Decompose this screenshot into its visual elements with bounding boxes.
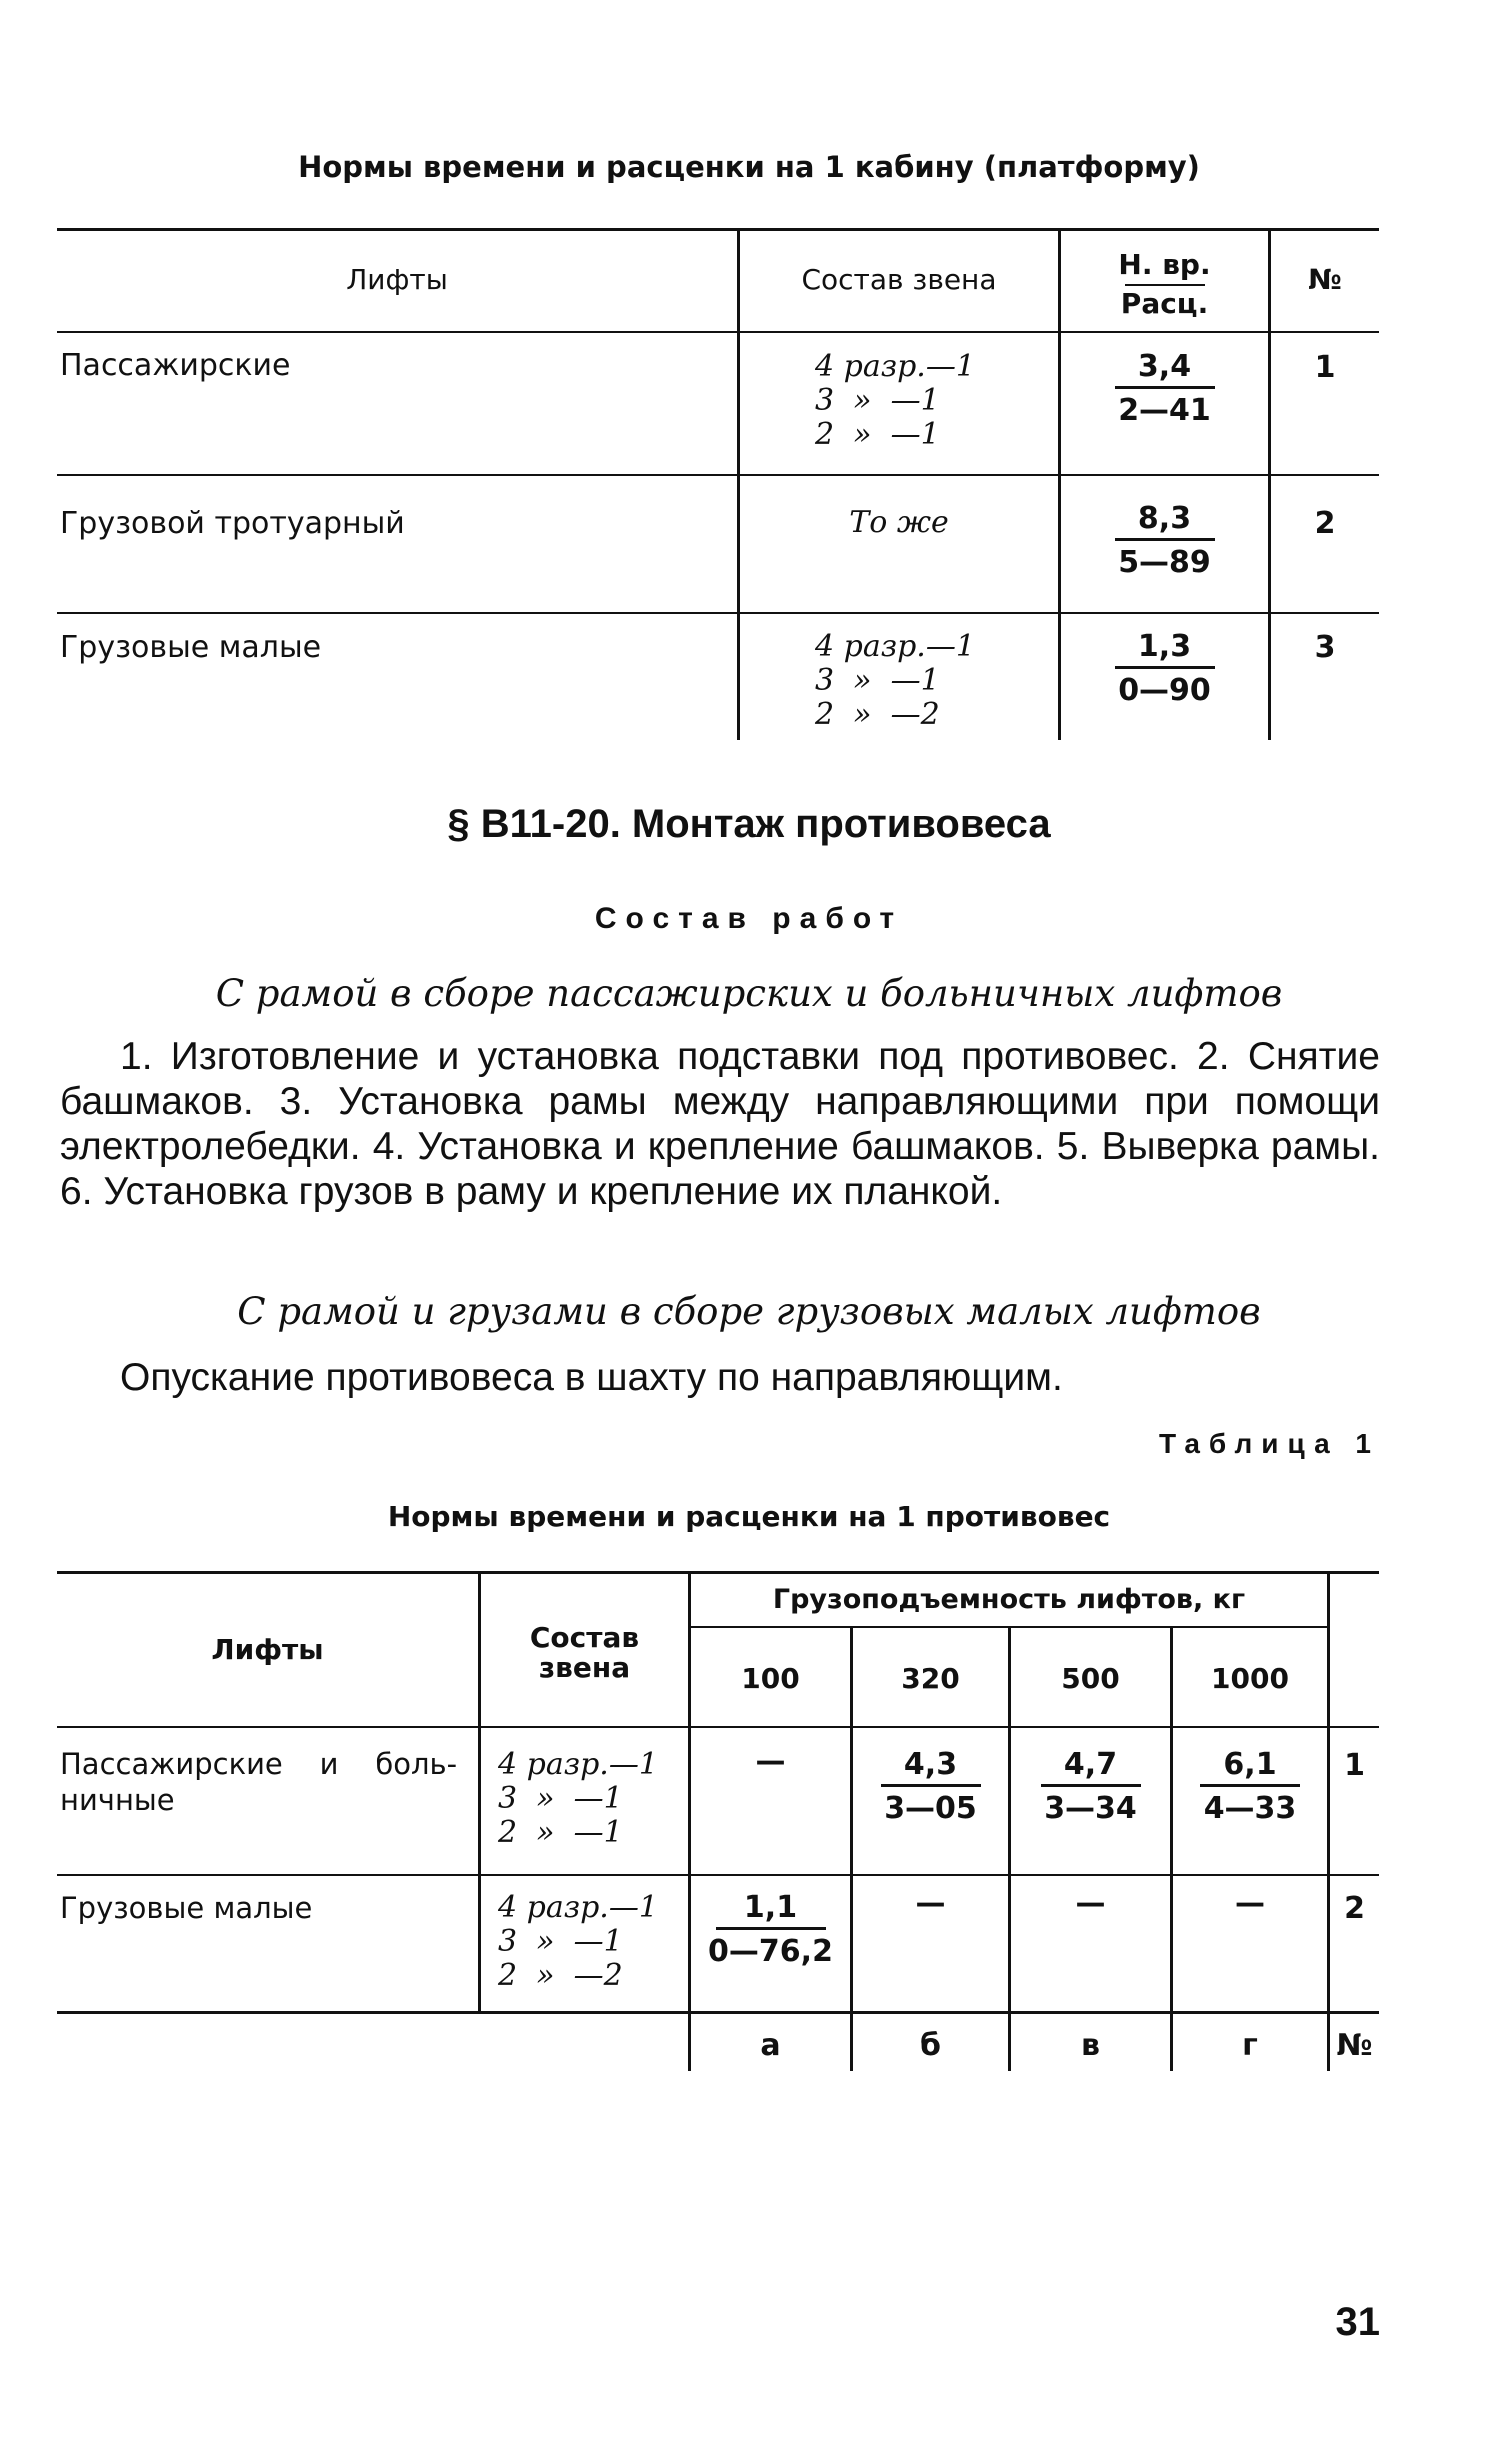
capacity-320: 320 <box>901 1662 960 1695</box>
table2-row1-crew: 4 разр.—1 3 » —1 2 » —1 <box>498 1747 658 1850</box>
price-label: Расц. <box>1120 287 1209 320</box>
table2-row2-cell-d: — <box>1235 1886 1265 1921</box>
table2-footer-num: № <box>1336 2028 1373 2063</box>
table2-header-lifts: Лифты <box>211 1633 324 1666</box>
page-number: 31 <box>1335 2300 1380 2344</box>
table1-row1-norm: 3,4 2—41 <box>1061 348 1268 433</box>
subsection-2-title: С рамой и грузами в сборе грузовых малых лифтов <box>237 1290 1261 1333</box>
table1-row3-name: Грузовые малые <box>60 630 322 665</box>
table1-row3-norm: 1,3 0—90 <box>1061 628 1268 713</box>
paragraph-1: 1. Изготовление и установка подставки под противовес. 2. Снятие башмаков. 3. Установка рамы между направляющими при помощи электролебедки. 4. Установка и крепление башмаков. 5. Выверка рамы. 6. Установка грузов в раму и крепление их планкой. <box>60 1035 1380 1213</box>
table2-row2-num: 2 <box>1344 1891 1365 1926</box>
table1-title: Нормы времени и расценки на 1 кабину (платформу) <box>298 150 1200 184</box>
capacity-1000: 1000 <box>1211 1662 1289 1695</box>
table2-row2-name: Грузовые малые <box>60 1891 313 1925</box>
table2-row1-cell-a: — <box>755 1744 786 1779</box>
table1-header-crew: Состав звена <box>801 263 997 296</box>
capacity-100: 100 <box>741 1662 800 1695</box>
table2-title: Нормы времени и расценки на 1 противовес <box>387 1500 1111 1533</box>
table1-row2-norm: 8,3 5—89 <box>1061 500 1268 585</box>
paragraph-2: Опускание противовеса в шахту по направляющим. <box>120 1356 1063 1399</box>
table1-row1-crew: 4 разр.—1 3 » —1 2 » —1 <box>815 349 975 452</box>
table1-row2-crew: То же <box>849 505 949 540</box>
table2-row2-crew: 4 разр.—1 3 » —1 2 » —2 <box>498 1890 658 1993</box>
table1-row1-num: 1 <box>1314 350 1336 385</box>
table2-row1-cell-c: 4,7 3—34 <box>1011 1746 1170 1831</box>
table2-header-crew: Состав звена <box>529 1621 640 1684</box>
table2-label: Таблица 1 <box>1158 1428 1380 1459</box>
table2-row1-name: Пассажирские и боль- ничные <box>60 1747 458 1817</box>
table1-header-num: № <box>1308 263 1342 296</box>
table1-row2-name: Грузовой тротуарный <box>60 506 405 541</box>
table2-footer-a: а <box>760 2028 781 2063</box>
table2-header-capacity: Грузоподъемность лифтов, кг <box>772 1584 1246 1615</box>
table2-row1-num: 1 <box>1344 1748 1365 1783</box>
table2-row2-cell-b: — <box>915 1886 946 1921</box>
table2-footer-c: в <box>1081 2028 1100 2063</box>
table2-row2-cell-a: 1,1 0—76,2 <box>708 1890 833 1969</box>
table1-row2-num: 2 <box>1314 506 1336 541</box>
table1-row1-name: Пассажирские <box>60 348 291 383</box>
section-subheading: Состав работ <box>594 902 904 935</box>
norm-time-label: Н. вр. <box>1118 248 1211 281</box>
table2-row1-cell-b: 4,3 3—05 <box>853 1746 1008 1831</box>
table2-footer-d: г <box>1242 2028 1258 2063</box>
capacity-500: 500 <box>1061 1662 1120 1695</box>
table2-row2-cell-c: — <box>1075 1886 1106 1921</box>
subsection-1-title: С рамой в сборе пассажирских и больничных лифтов <box>215 972 1283 1015</box>
table1-row3-num: 3 <box>1314 630 1336 665</box>
table1-row3-crew: 4 разр.—1 3 » —1 2 » —2 <box>815 629 975 732</box>
section-heading: § В11-20. Монтаж противовеса <box>447 802 1051 846</box>
table1-header-lifts: Лифты <box>346 263 448 296</box>
table2-row1-cell-d: 6,1 4—33 <box>1173 1746 1327 1831</box>
table2-footer-b: б <box>920 2028 941 2063</box>
table1-header-norm <box>1061 246 1268 322</box>
